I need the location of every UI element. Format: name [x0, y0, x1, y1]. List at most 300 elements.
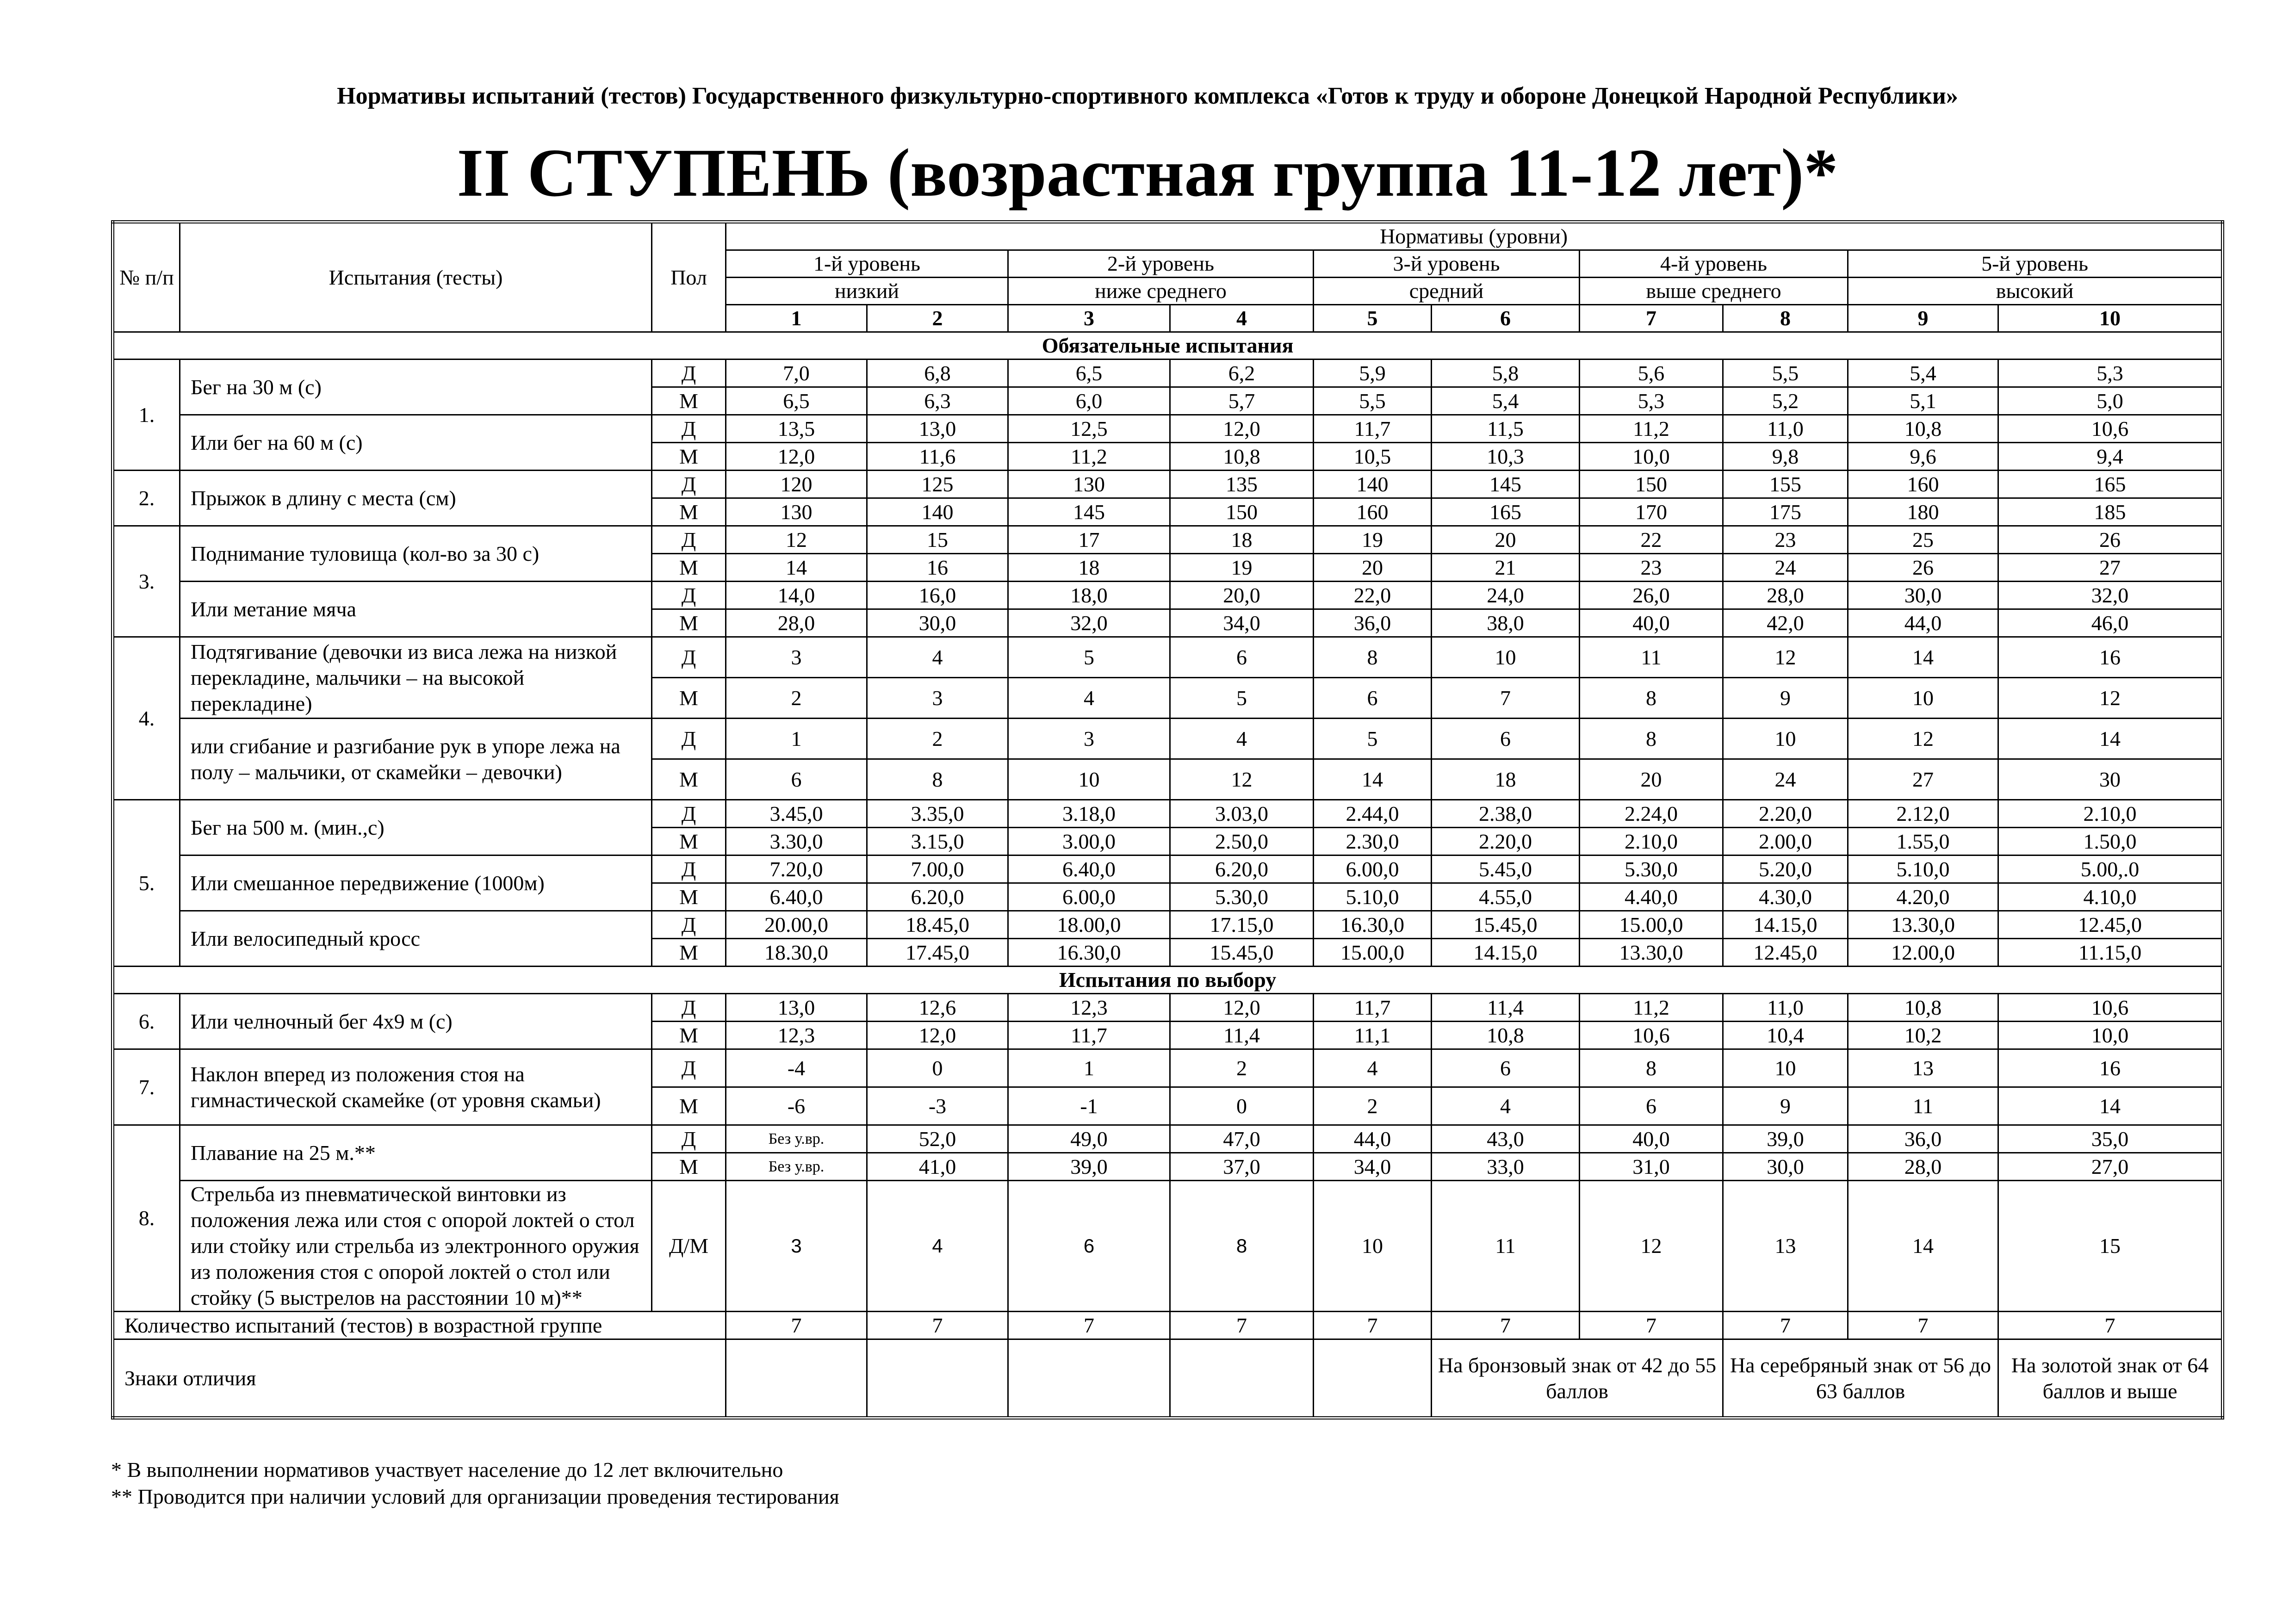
test-number: 5.: [113, 800, 180, 967]
value-cell: -1: [1008, 1087, 1170, 1125]
value-cell: 5.20,0: [1723, 855, 1848, 883]
value-cell: 170: [1580, 498, 1723, 526]
value-cell: 26: [1998, 526, 2223, 554]
value-cell: 13.30,0: [1580, 939, 1723, 967]
test-name: Бег на 500 м. (мин.,с): [180, 800, 652, 855]
value-cell: 49,0: [1008, 1125, 1170, 1153]
footnote-2: ** Проводится при наличии условий для организации проведения тестирования: [111, 1485, 839, 1508]
test-number: 6.: [113, 994, 180, 1049]
value-cell: 0: [867, 1049, 1008, 1087]
value-cell: 10,5: [1314, 443, 1432, 471]
sex-cell: М: [652, 1087, 726, 1125]
document-header: Нормативы испытаний (тестов) Государственного физкультурно-спортивного комплекса «Готов к труду и обороне Донецкой Народной Республики»: [337, 83, 1958, 109]
badges-row: [113, 1339, 2223, 1418]
level-description: низкий: [726, 278, 1008, 305]
value-cell: 2.38,0: [1432, 800, 1580, 828]
value-cell: 2: [726, 678, 867, 719]
value-cell: 39,0: [1008, 1153, 1170, 1181]
count-value: 7: [1314, 1312, 1432, 1339]
value-cell: 120: [726, 471, 867, 498]
value-cell: 5: [1008, 637, 1170, 678]
sex-cell: М: [652, 828, 726, 855]
value-cell: 4: [1008, 678, 1170, 719]
column-number: 6: [1432, 305, 1580, 332]
value-cell: 40,0: [1580, 609, 1723, 637]
value-cell: 12: [1170, 759, 1314, 800]
value-cell: 18.30,0: [726, 939, 867, 967]
value-cell: 26: [1848, 554, 1998, 582]
column-number: 9: [1848, 305, 1998, 332]
value-cell: 11,2: [1008, 443, 1170, 471]
value-cell: 20: [1314, 554, 1432, 582]
value-cell: 28,0: [1723, 582, 1848, 609]
value-cell: 4: [1170, 719, 1314, 759]
sex-cell: М: [652, 883, 726, 911]
value-cell: 10: [1723, 1049, 1848, 1087]
value-cell: 10: [1314, 1181, 1432, 1312]
value-cell: 20: [1432, 526, 1580, 554]
value-cell: 12,0: [726, 443, 867, 471]
value-cell: 1: [1008, 1049, 1170, 1087]
value-cell: 11,1: [1314, 1022, 1432, 1049]
badge-bronze: На бронзовый знак от 42 до 55 баллов: [1432, 1339, 1723, 1418]
column-number: 10: [1998, 305, 2223, 332]
value-cell: 52,0: [867, 1125, 1008, 1153]
value-cell: 3.30,0: [726, 828, 867, 855]
value-cell: 4.40,0: [1580, 883, 1723, 911]
value-cell: 3: [726, 637, 867, 678]
value-cell: 150: [1580, 471, 1723, 498]
value-cell: 18.00,0: [1008, 911, 1170, 939]
value-cell: 2.10,0: [1580, 828, 1723, 855]
value-cell: 2.44,0: [1314, 800, 1432, 828]
value-cell: 6.20,0: [1170, 855, 1314, 883]
value-cell: 40,0: [1580, 1125, 1723, 1153]
value-cell: 5: [1170, 678, 1314, 719]
test-name: Наклон вперед из положения стоя на гимнастической скамейке (от уровня скамьи): [180, 1049, 652, 1125]
column-number: 1: [726, 305, 867, 332]
test-number: 2.: [113, 471, 180, 526]
sex-cell: М: [652, 1022, 726, 1049]
value-cell: 6,5: [1008, 360, 1170, 387]
value-cell: 6.40,0: [726, 883, 867, 911]
value-cell: 6,0: [1008, 387, 1170, 415]
value-cell: 5.10,0: [1314, 883, 1432, 911]
value-cell: 4.55,0: [1432, 883, 1580, 911]
section-optional: Испытания по выбору: [113, 967, 2223, 994]
sex-cell: М: [652, 609, 726, 637]
value-cell: 12.00,0: [1848, 939, 1998, 967]
value-cell: 13: [1848, 1049, 1998, 1087]
value-cell: 27: [1998, 554, 2223, 582]
sex-cell: Д: [652, 911, 726, 939]
table-row: [113, 1049, 2223, 1087]
table-row: [113, 994, 2223, 1022]
test-number: 3.: [113, 526, 180, 637]
value-cell: 30,0: [1848, 582, 1998, 609]
value-cell: 41,0: [867, 1153, 1008, 1181]
value-cell: 39,0: [1723, 1125, 1848, 1153]
test-name: Бег на 30 м (с): [180, 360, 652, 415]
sex-cell: Д: [652, 526, 726, 554]
page-title: II СТУПЕНЬ (возрастная группа 11-12 лет)*: [457, 135, 1838, 211]
value-cell: 4.10,0: [1998, 883, 2223, 911]
value-cell: 10,8: [1848, 994, 1998, 1022]
sex-cell: М: [652, 759, 726, 800]
value-cell: 6: [1170, 637, 1314, 678]
value-cell: 10,4: [1723, 1022, 1848, 1049]
value-cell: 6.00,0: [1008, 883, 1170, 911]
value-cell: 12,5: [1008, 415, 1170, 443]
column-number: 3: [1008, 305, 1170, 332]
section-row: [113, 967, 2223, 994]
table-row: [113, 360, 2223, 387]
value-cell: 17.45,0: [867, 939, 1008, 967]
value-cell: 36,0: [1314, 609, 1432, 637]
norms-table: [111, 220, 2224, 1419]
value-cell: 14: [1848, 1181, 1998, 1312]
value-cell: 3.03,0: [1170, 800, 1314, 828]
test-name: Или метание мяча: [180, 582, 652, 637]
count-row: [113, 1312, 2223, 1339]
value-cell: 8: [867, 759, 1008, 800]
value-cell: 2: [867, 719, 1008, 759]
value-cell: 5,3: [1998, 360, 2223, 387]
value-cell: 26,0: [1580, 582, 1723, 609]
value-cell: Без у.вр.: [726, 1153, 867, 1181]
value-cell: 6: [1432, 1049, 1580, 1087]
value-cell: 10,6: [1580, 1022, 1723, 1049]
value-cell: 14: [1848, 637, 1998, 678]
value-cell: 11: [1848, 1087, 1998, 1125]
value-cell: 11: [1432, 1181, 1580, 1312]
table-row: [113, 637, 2223, 678]
value-cell: 140: [1314, 471, 1432, 498]
value-cell: 8: [1580, 719, 1723, 759]
value-cell: 24,0: [1432, 582, 1580, 609]
value-cell: 160: [1314, 498, 1432, 526]
level-header: 3-й уровень: [1314, 250, 1580, 278]
value-cell: 30: [1998, 759, 2223, 800]
value-cell: 4: [1432, 1087, 1580, 1125]
value-cell: 14,0: [726, 582, 867, 609]
sex-cell: Д: [652, 1049, 726, 1087]
value-cell: 18: [1432, 759, 1580, 800]
value-cell: 140: [867, 498, 1008, 526]
value-cell: 6,8: [867, 360, 1008, 387]
value-cell: 30,0: [867, 609, 1008, 637]
value-cell: 5,1: [1848, 387, 1998, 415]
value-cell: 16: [1998, 637, 2223, 678]
value-cell: 10,8: [1848, 415, 1998, 443]
sex-cell: Д: [652, 415, 726, 443]
value-cell: 7: [1432, 678, 1580, 719]
value-cell: 6,2: [1170, 360, 1314, 387]
value-cell: 5.45,0: [1432, 855, 1580, 883]
value-cell: 10: [1723, 719, 1848, 759]
empty-cell: [726, 1339, 867, 1418]
badge-gold: На золотой знак от 64 баллов и выше: [1998, 1339, 2223, 1418]
test-name: Или смешанное передвижение (1000м): [180, 855, 652, 911]
value-cell: 10,8: [1432, 1022, 1580, 1049]
sex-cell: Д: [652, 471, 726, 498]
table-row: [113, 415, 2223, 443]
sex-cell: Д: [652, 360, 726, 387]
value-cell: 15: [867, 526, 1008, 554]
value-cell: 42,0: [1723, 609, 1848, 637]
value-cell: 5,6: [1580, 360, 1723, 387]
value-cell: 14: [1314, 759, 1432, 800]
value-cell: 5.30,0: [1580, 855, 1723, 883]
count-value: 7: [1008, 1312, 1170, 1339]
value-cell: -3: [867, 1087, 1008, 1125]
value-cell: 17.15,0: [1170, 911, 1314, 939]
value-cell: 32,0: [1998, 582, 2223, 609]
value-cell: 30,0: [1723, 1153, 1848, 1181]
value-cell: 130: [1008, 471, 1170, 498]
test-name: или сгибание и разгибание рук в упоре лежа на полу – мальчики, от скамейки – девочки): [180, 719, 652, 800]
value-cell: 155: [1723, 471, 1848, 498]
value-cell: 23: [1723, 526, 1848, 554]
value-cell: 12.45,0: [1998, 911, 2223, 939]
value-cell: 2.10,0: [1998, 800, 2223, 828]
level-header: 5-й уровень: [1848, 250, 2223, 278]
sex-cell: Д: [652, 1125, 726, 1153]
value-cell: 165: [1432, 498, 1580, 526]
value-cell: 9,8: [1723, 443, 1848, 471]
table-row: [113, 800, 2223, 828]
value-cell: 44,0: [1314, 1125, 1432, 1153]
value-cell: 38,0: [1432, 609, 1580, 637]
value-cell: 15.00,0: [1580, 911, 1723, 939]
test-number: 4.: [113, 637, 180, 800]
value-cell: 10: [1008, 759, 1170, 800]
value-cell: 10,3: [1432, 443, 1580, 471]
test-name: Или велосипедный кросс: [180, 911, 652, 967]
value-cell: 6: [1432, 719, 1580, 759]
value-cell: 11,4: [1432, 994, 1580, 1022]
column-number: 4: [1170, 305, 1314, 332]
table-row: [113, 1125, 2223, 1153]
value-cell: 28,0: [1848, 1153, 1998, 1181]
value-cell: 15.45,0: [1170, 939, 1314, 967]
column-header-sex: Пол: [652, 222, 726, 332]
value-cell: 6,3: [867, 387, 1008, 415]
value-cell: 160: [1848, 471, 1998, 498]
value-cell: 6,5: [726, 387, 867, 415]
value-cell: 6: [726, 759, 867, 800]
value-cell: 24: [1723, 759, 1848, 800]
value-cell: 2: [1170, 1049, 1314, 1087]
value-cell: 6.20,0: [867, 883, 1008, 911]
value-cell: 11,7: [1314, 994, 1432, 1022]
count-value: 7: [867, 1312, 1008, 1339]
value-cell: 145: [1432, 471, 1580, 498]
value-cell: 37,0: [1170, 1153, 1314, 1181]
value-cell: 0: [1170, 1087, 1314, 1125]
value-cell: 5.30,0: [1170, 883, 1314, 911]
value-cell: 3.35,0: [867, 800, 1008, 828]
badges-label: Знаки отличия: [113, 1339, 726, 1418]
value-cell: 19: [1314, 526, 1432, 554]
value-cell: 2.24,0: [1580, 800, 1723, 828]
value-cell: 12,0: [1170, 994, 1314, 1022]
value-cell: 7,0: [726, 360, 867, 387]
table-row: [113, 526, 2223, 554]
empty-cell: [867, 1339, 1008, 1418]
table-row: [113, 582, 2223, 609]
test-number: 8.: [113, 1125, 180, 1312]
value-cell: 10: [1432, 637, 1580, 678]
sex-cell: М: [652, 498, 726, 526]
header-row: [113, 222, 2223, 250]
value-cell: 8: [1580, 678, 1723, 719]
value-cell: 18.45,0: [867, 911, 1008, 939]
value-cell: 33,0: [1432, 1153, 1580, 1181]
value-cell: 12,3: [1008, 994, 1170, 1022]
value-cell: 11,7: [1314, 415, 1432, 443]
table-row: [113, 719, 2223, 759]
column-header-test: Испытания (тесты): [180, 222, 652, 332]
value-cell: 180: [1848, 498, 1998, 526]
count-value: 7: [1170, 1312, 1314, 1339]
value-cell: 9: [1723, 678, 1848, 719]
value-cell: 7.00,0: [867, 855, 1008, 883]
value-cell: 36,0: [1848, 1125, 1998, 1153]
value-cell: 10,8: [1170, 443, 1314, 471]
value-cell: 47,0: [1170, 1125, 1314, 1153]
value-cell: 1.50,0: [1998, 828, 2223, 855]
value-cell: 44,0: [1848, 609, 1998, 637]
value-cell: 175: [1723, 498, 1848, 526]
value-cell: 11,6: [867, 443, 1008, 471]
value-cell: 27,0: [1998, 1153, 2223, 1181]
value-cell: 4.30,0: [1723, 883, 1848, 911]
value-cell: 5,3: [1580, 387, 1723, 415]
sex-cell: М: [652, 387, 726, 415]
value-cell: 9,4: [1998, 443, 2223, 471]
value-cell: 185: [1998, 498, 2223, 526]
value-cell: 12,6: [867, 994, 1008, 1022]
value-cell: 2.50,0: [1170, 828, 1314, 855]
value-cell: 16.30,0: [1314, 911, 1432, 939]
value-cell: 5: [1314, 719, 1432, 759]
section-row: [113, 332, 2223, 360]
value-cell: 4: [867, 1181, 1008, 1312]
value-cell: 8: [1170, 1181, 1314, 1312]
value-cell: 34,0: [1170, 609, 1314, 637]
value-cell: 6: [1580, 1087, 1723, 1125]
value-cell: 8: [1580, 1049, 1723, 1087]
value-cell: 43,0: [1432, 1125, 1580, 1153]
value-cell: 6.00,0: [1314, 855, 1432, 883]
value-cell: 31,0: [1580, 1153, 1723, 1181]
test-name: Стрельба из пневматической винтовки из положения лежа или стоя с опорой локтей о стол или стойку или стрельба из электронного оружия из положения стоя с опорой локтей о стол или стойку (5 выстрелов на расстоянии 10 м)**: [180, 1181, 652, 1312]
value-cell: 1.55,0: [1848, 828, 1998, 855]
column-header-number: № п/п: [113, 222, 180, 332]
value-cell: 3: [1008, 719, 1170, 759]
sex-cell: М: [652, 678, 726, 719]
value-cell: 10: [1848, 678, 1998, 719]
sex-cell: Д: [652, 994, 726, 1022]
level-description: высокий: [1848, 278, 2223, 305]
value-cell: 11,0: [1723, 994, 1848, 1022]
value-cell: 12: [1723, 637, 1848, 678]
value-cell: 22: [1580, 526, 1723, 554]
value-cell: Без у.вр.: [726, 1125, 867, 1153]
value-cell: 16: [867, 554, 1008, 582]
level-header: 1-й уровень: [726, 250, 1008, 278]
test-number: 7.: [113, 1049, 180, 1125]
value-cell: 3.45,0: [726, 800, 867, 828]
sex-cell: Д: [652, 855, 726, 883]
value-cell: 165: [1998, 471, 2223, 498]
value-cell: 11,5: [1432, 415, 1580, 443]
value-cell: 10,6: [1998, 415, 2223, 443]
sex-cell: М: [652, 554, 726, 582]
sex-cell: Д: [652, 637, 726, 678]
value-cell: 5,8: [1432, 360, 1580, 387]
value-cell: 18: [1008, 554, 1170, 582]
value-cell: 12,0: [867, 1022, 1008, 1049]
sex-cell: Д: [652, 719, 726, 759]
value-cell: 7.20,0: [726, 855, 867, 883]
value-cell: 46,0: [1998, 609, 2223, 637]
value-cell: 20,0: [1170, 582, 1314, 609]
value-cell: 11,2: [1580, 415, 1723, 443]
value-cell: 35,0: [1998, 1125, 2223, 1153]
value-cell: 6.40,0: [1008, 855, 1170, 883]
value-cell: 14: [726, 554, 867, 582]
value-cell: 2.20,0: [1432, 828, 1580, 855]
value-cell: 2.12,0: [1848, 800, 1998, 828]
value-cell: 11: [1580, 637, 1723, 678]
value-cell: 2.30,0: [1314, 828, 1432, 855]
count-value: 7: [1723, 1312, 1848, 1339]
value-cell: 27: [1848, 759, 1998, 800]
value-cell: 5.10,0: [1848, 855, 1998, 883]
value-cell: 2.00,0: [1723, 828, 1848, 855]
value-cell: 21: [1432, 554, 1580, 582]
sex-cell: Д: [652, 582, 726, 609]
value-cell: 18,0: [1008, 582, 1170, 609]
value-cell: 28,0: [726, 609, 867, 637]
table-row: [113, 1181, 2223, 1312]
test-name: Или челночный бег 4х9 м (с): [180, 994, 652, 1049]
sex-cell: Д: [652, 800, 726, 828]
value-cell: 12.45,0: [1723, 939, 1848, 967]
value-cell: 135: [1170, 471, 1314, 498]
value-cell: 13,0: [867, 415, 1008, 443]
value-cell: 4: [1314, 1049, 1432, 1087]
value-cell: 150: [1170, 498, 1314, 526]
value-cell: 12: [1998, 678, 2223, 719]
value-cell: 10,2: [1848, 1022, 1998, 1049]
value-cell: 3.15,0: [867, 828, 1008, 855]
table-row: [113, 855, 2223, 883]
value-cell: 20.00,0: [726, 911, 867, 939]
value-cell: 18: [1170, 526, 1314, 554]
sex-cell: Д/М: [652, 1181, 726, 1312]
table-row: [113, 471, 2223, 498]
value-cell: 10,6: [1998, 994, 2223, 1022]
value-cell: 15.00,0: [1314, 939, 1432, 967]
value-cell: 23: [1580, 554, 1723, 582]
value-cell: 5,4: [1432, 387, 1580, 415]
value-cell: 11,0: [1723, 415, 1848, 443]
level-description: ниже среднего: [1008, 278, 1314, 305]
empty-cell: [1314, 1339, 1432, 1418]
